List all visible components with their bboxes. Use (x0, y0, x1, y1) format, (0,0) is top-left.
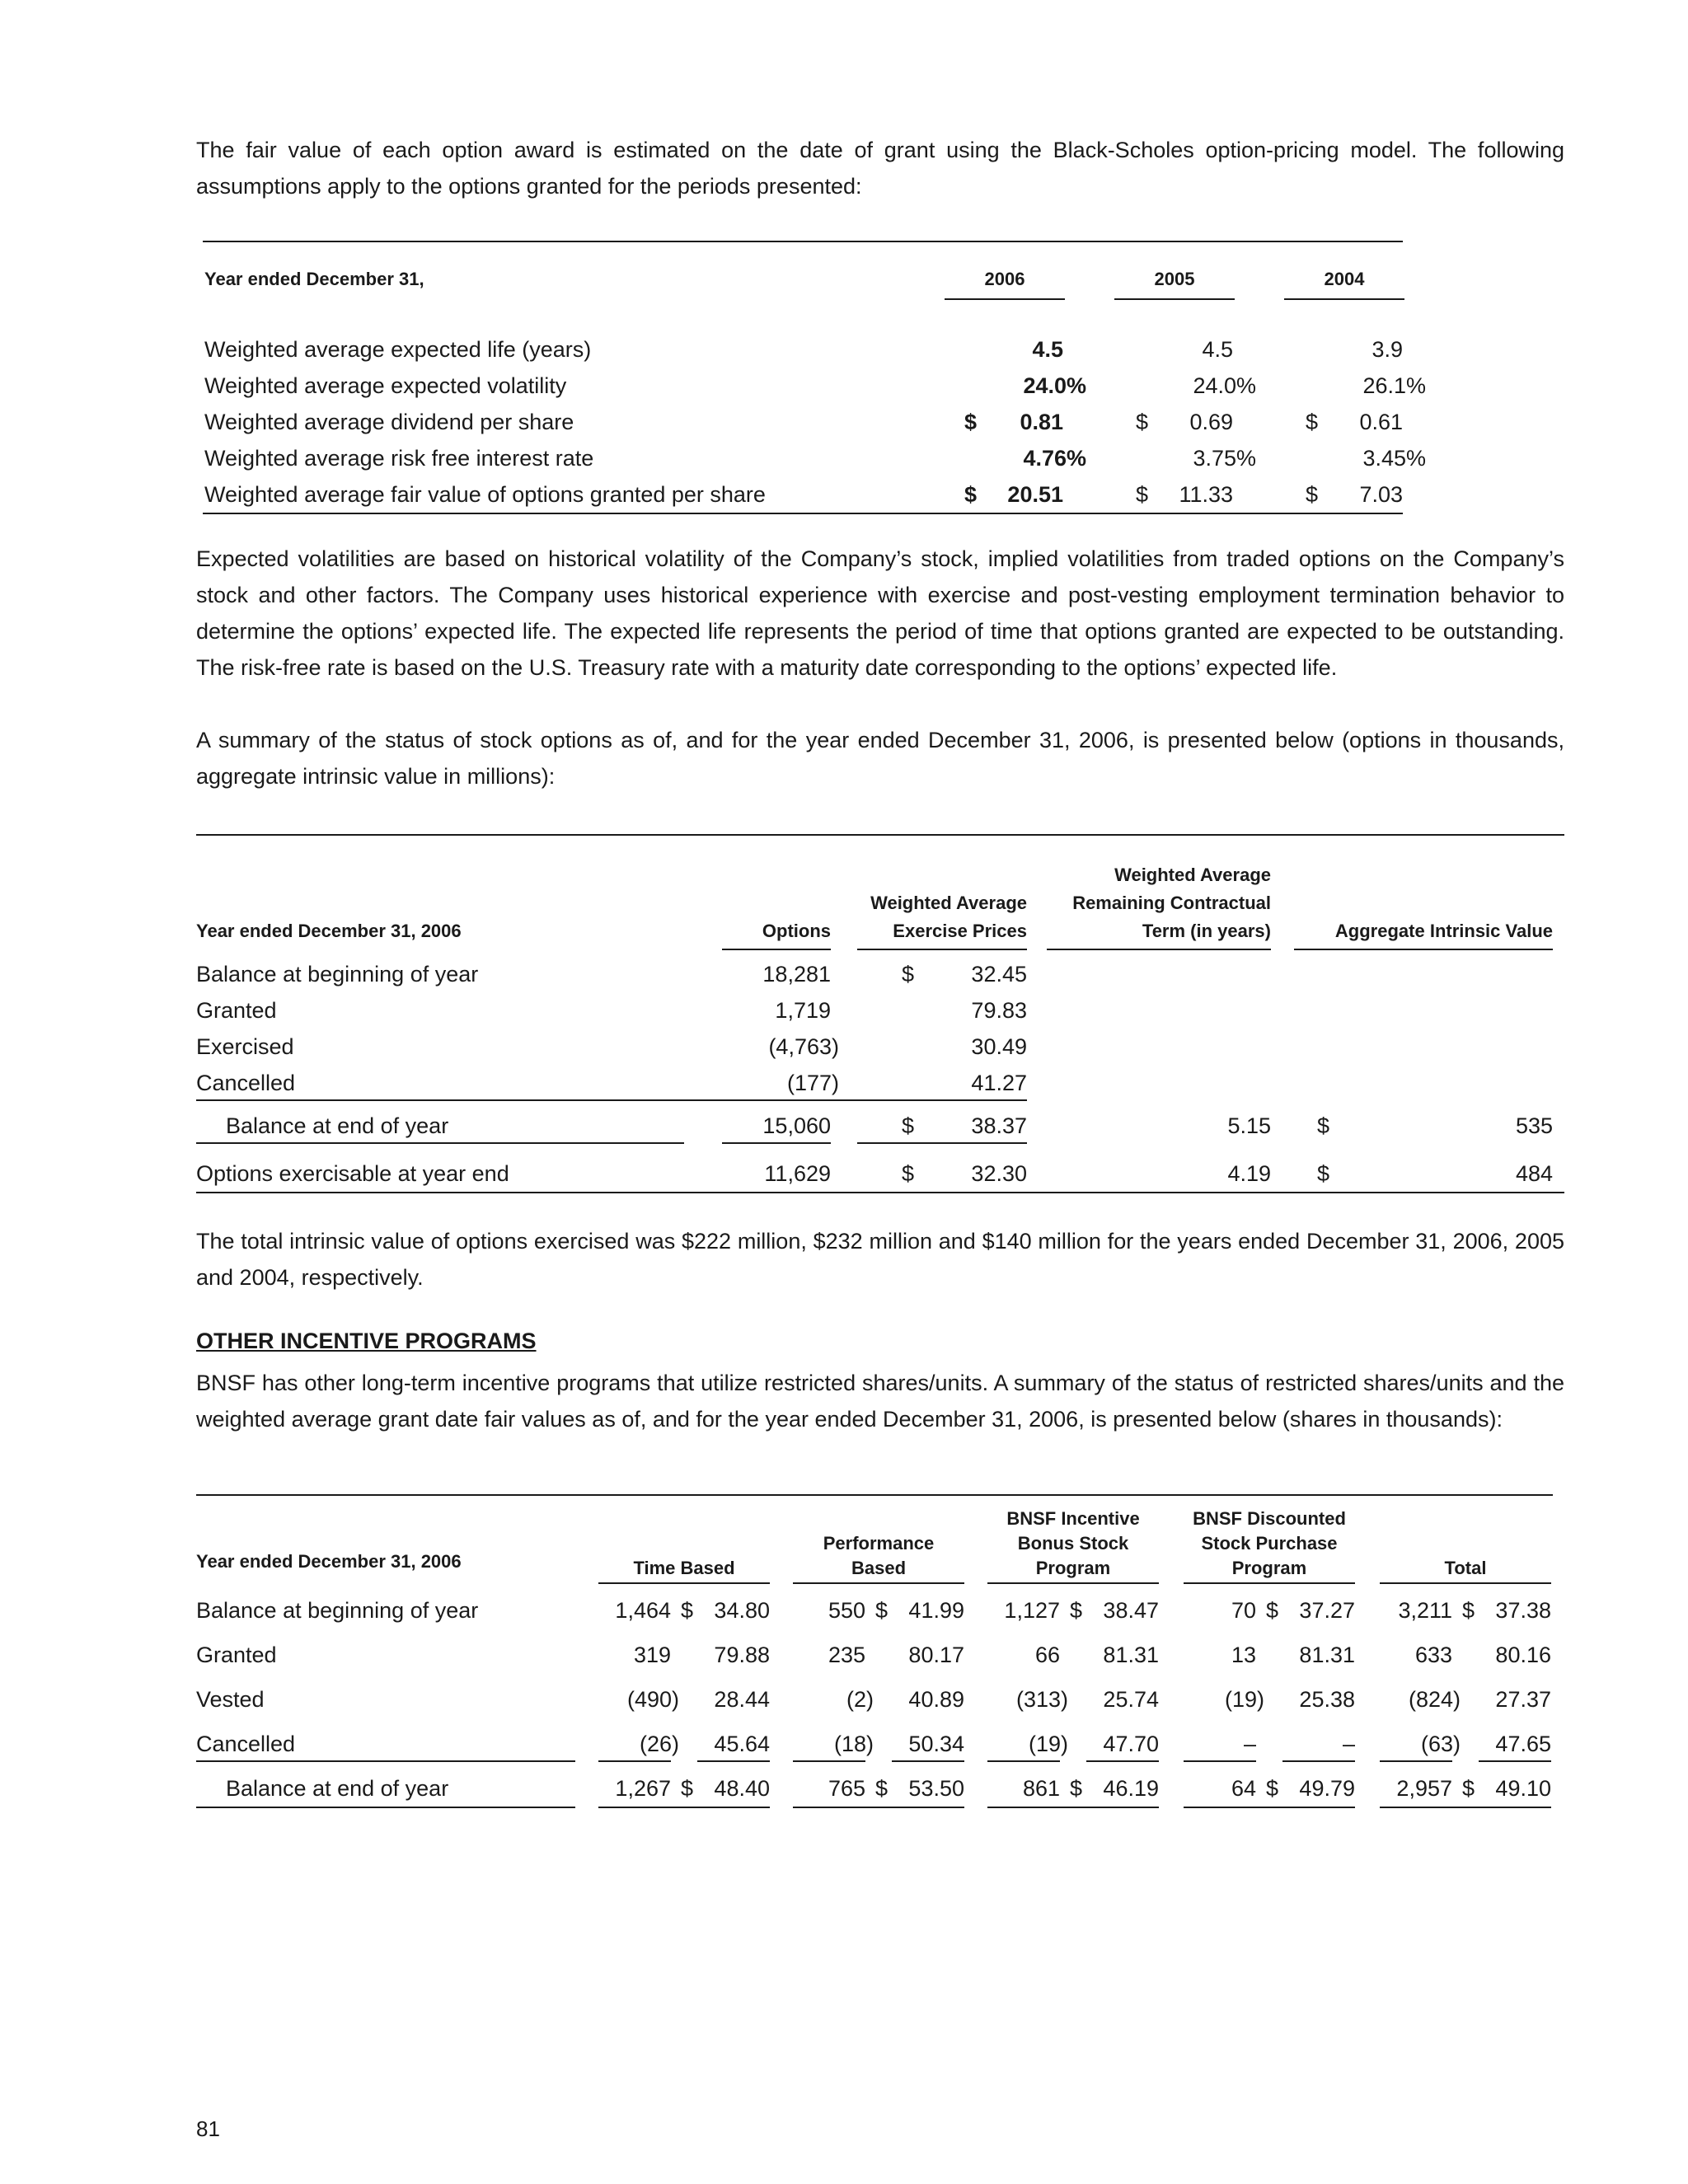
price-value: 47.70 (1103, 1732, 1159, 1756)
value-2004: 3.45% (1362, 446, 1426, 471)
price-value: 37.27 (1299, 1598, 1355, 1623)
price-value: 28.44 (714, 1687, 770, 1712)
col-term-header: Weighted Average (1114, 865, 1271, 885)
shares-value: (824) (1408, 1687, 1461, 1712)
shares-value: 2,957 (1396, 1776, 1452, 1801)
price-value: 79.88 (714, 1643, 770, 1667)
intrinsic-paragraph: The total intrinsic value of options exercised was $222 million, $232 million and $140 million for the years ended December 31, 2006, 2005 and 2004, respectively. (196, 1229, 1564, 1290)
col-bonus-header: BNSF Incentive (1006, 1508, 1140, 1529)
price-value: – (1342, 1732, 1355, 1756)
shares-value: 1,127 (1004, 1598, 1060, 1623)
currency: $ (875, 1776, 889, 1801)
row-label: Weighted average risk free interest rate (204, 446, 594, 471)
col-perf-header: Based (851, 1558, 907, 1578)
options-value: 11,629 (764, 1161, 831, 1186)
value-2005: 0.69 (1189, 410, 1233, 434)
col-disc-header: Program (1231, 1558, 1307, 1578)
year-underline (945, 298, 1065, 300)
shares-value: 70 (1231, 1598, 1256, 1623)
year-underline (1284, 298, 1404, 300)
term-value: 5.15 (1227, 1113, 1271, 1138)
header-underline (987, 1582, 1159, 1584)
value-2004: 0.61 (1359, 410, 1403, 434)
col-bonus-header: Bonus Stock (1017, 1533, 1129, 1554)
value-2006: 24.0% (1023, 373, 1086, 398)
other-paragraph: BNSF has other long-term incentive programs that utilize restricted shares/units. A summary of the status of restricted shares/units and the weighted average grant date fair values as of, and for the year ended December 31, 2006, is presented below (shares in thousands): (196, 1371, 1564, 1432)
year-header-2004: 2004 (1324, 269, 1365, 289)
end-row-underline (987, 1807, 1159, 1808)
options-value: (4,763) (768, 1034, 839, 1059)
price-value: 38.37 (971, 1113, 1027, 1138)
shares-value: 66 (1034, 1643, 1060, 1667)
price-value: 32.30 (971, 1161, 1027, 1186)
currency: $ (1266, 1776, 1279, 1801)
col-total-header: Total (1444, 1558, 1487, 1578)
col-bonus-header: Program (1035, 1558, 1111, 1578)
row-label: Balance at beginning of year (196, 1598, 479, 1623)
row-label: Weighted average expected life (years) (204, 337, 592, 362)
row-label: Weighted average fair value of options granted per share (204, 482, 766, 507)
number-underline (697, 1760, 770, 1762)
shares-value: 1,267 (615, 1776, 671, 1801)
shares-value: 13 (1231, 1643, 1256, 1667)
options-value: 1,719 (775, 998, 831, 1023)
number-underline (793, 1760, 865, 1762)
row-label: Balance at beginning of year (196, 962, 479, 987)
value-2005: 11.33 (1179, 482, 1233, 507)
shares-value: 3,211 (1398, 1598, 1452, 1623)
end-row-underline (1380, 1807, 1551, 1808)
end-row-underline (722, 1142, 831, 1144)
col-perf-header: Performance (823, 1533, 935, 1554)
number-underline (1184, 1760, 1256, 1762)
value-2006: 4.76% (1023, 446, 1086, 471)
currency: $ (1070, 1598, 1083, 1623)
shares-value: 235 (828, 1643, 865, 1667)
year-header-2006: 2006 (984, 269, 1025, 289)
header-underline (1047, 949, 1271, 950)
end-row-underline (598, 1807, 770, 1808)
year-header-2005: 2005 (1154, 269, 1195, 289)
col-term-header: Term (in years) (1142, 921, 1271, 941)
value-2005: 4.5 (1202, 337, 1233, 362)
price-value: 25.74 (1103, 1687, 1159, 1712)
value-2004: 3.9 (1372, 337, 1403, 362)
end-row-underline (793, 1807, 964, 1808)
value-2005: 24.0% (1193, 373, 1256, 398)
number-underline (1086, 1760, 1159, 1762)
price-value: 45.64 (714, 1732, 770, 1756)
col-disc-header: BNSF Discounted (1193, 1508, 1346, 1529)
table-header-label: Year ended December 31, 2006 (196, 1551, 462, 1572)
price-value: 53.50 (908, 1776, 964, 1801)
col-term-header: Remaining Contractual (1072, 893, 1271, 913)
table-header-label: Year ended December 31, (204, 269, 424, 289)
currency: $ (902, 962, 915, 987)
shares-value: 319 (633, 1643, 671, 1667)
currency: $ (1462, 1598, 1475, 1623)
number-underline (1380, 1760, 1452, 1762)
col-exercise-header: Exercise Prices (893, 921, 1027, 941)
aiv-value: 535 (1515, 1113, 1553, 1138)
col-exercise-header: Weighted Average (870, 893, 1027, 913)
end-row-label: Balance at end of year (226, 1113, 449, 1138)
shares-value: (19) (1028, 1732, 1068, 1756)
summary-paragraph: A summary of the status of stock options as of, and for the year ended December 31, 2006, is presented below (options in thousands, aggregate intrinsic value in millions): (196, 728, 1564, 789)
currency: $ (1070, 1776, 1083, 1801)
shares-value: (19) (1224, 1687, 1264, 1712)
header-underline (793, 1582, 964, 1584)
table-bottom-rule (196, 1192, 1564, 1193)
value-2004: 26.1% (1362, 373, 1426, 398)
price-value: 81.31 (1103, 1643, 1159, 1667)
shares-value: – (1243, 1732, 1256, 1756)
currency: $ (1462, 1776, 1475, 1801)
shares-value: (18) (833, 1732, 874, 1756)
section-heading: OTHER INCENTIVE PROGRAMS (196, 1329, 537, 1353)
subtotal-rule (196, 1099, 1027, 1101)
price-value: 37.38 (1495, 1598, 1551, 1623)
options-value: 18,281 (762, 962, 831, 987)
currency-2004: $ (1306, 410, 1319, 434)
number-underline (892, 1760, 964, 1762)
price-value: 25.38 (1299, 1687, 1355, 1712)
row-label: Granted (196, 1643, 277, 1667)
col-disc-header: Stock Purchase (1201, 1533, 1338, 1554)
currency: $ (902, 1161, 915, 1186)
options-value: (177) (786, 1071, 839, 1095)
currency-2004: $ (1306, 482, 1319, 507)
price-value: 80.16 (1495, 1643, 1551, 1667)
shares-value: 550 (828, 1598, 865, 1623)
aiv-value: 484 (1515, 1161, 1553, 1186)
value-2005: 3.75% (1193, 446, 1256, 471)
row-label: Cancelled (196, 1071, 296, 1095)
exercisable-row-label: Options exercisable at year end (196, 1161, 509, 1186)
price-value: 38.47 (1103, 1598, 1159, 1623)
currency: $ (681, 1776, 694, 1801)
price-value: 46.19 (1103, 1776, 1159, 1801)
end-row-underline (1184, 1807, 1355, 1808)
header-underline (1380, 1582, 1551, 1584)
price-value: 49.10 (1495, 1776, 1551, 1801)
shares-value: (26) (639, 1732, 679, 1756)
col-time-header: Time Based (633, 1558, 735, 1578)
value-2004: 7.03 (1359, 482, 1403, 507)
number-underline (1479, 1760, 1551, 1762)
shares-value: 64 (1231, 1776, 1256, 1801)
price-value: 41.27 (971, 1071, 1027, 1095)
price-value: 80.17 (908, 1643, 964, 1667)
number-underline (1282, 1760, 1355, 1762)
shares-value: 861 (1022, 1776, 1060, 1801)
price-value: 48.40 (714, 1776, 770, 1801)
table-bottom-rule (203, 513, 1403, 514)
year-underline (1114, 298, 1235, 300)
shares-value: (313) (1015, 1687, 1068, 1712)
end-row-underline (196, 1807, 575, 1808)
intro-paragraph: The fair value of each option award is estimated on the date of grant using the Black-Scholes option-pricing model. The following assumptions apply to the options granted for the periods presented: (196, 138, 1564, 199)
row-rule (196, 1760, 575, 1762)
table-top-rule (196, 834, 1564, 836)
currency: $ (1266, 1598, 1279, 1623)
currency: $ (875, 1598, 889, 1623)
options-value: 15,060 (762, 1113, 831, 1138)
header-underline (1294, 949, 1553, 950)
col-aiv-header: Aggregate Intrinsic Value (1334, 921, 1553, 941)
currency: $ (902, 1113, 915, 1138)
end-row-underline (196, 1142, 684, 1144)
row-label: Weighted average dividend per share (204, 410, 574, 434)
col-options-header: Options (762, 921, 831, 941)
price-value: 40.89 (908, 1687, 964, 1712)
table-top-rule (203, 241, 1403, 242)
end-row-underline (857, 1142, 1027, 1144)
price-value: 30.49 (971, 1034, 1027, 1059)
shares-value: 1,464 (615, 1598, 671, 1623)
currency-2005: $ (1136, 482, 1149, 507)
shares-value: (63) (1420, 1732, 1461, 1756)
price-value: 41.99 (908, 1598, 964, 1623)
table-top-rule (196, 1494, 1553, 1496)
shares-value: (2) (846, 1687, 874, 1712)
value-2006: 4.5 (1032, 337, 1063, 362)
price-value: 27.37 (1495, 1687, 1551, 1712)
page-number: 81 (196, 2116, 220, 2141)
volatility-paragraph: Expected volatilities are based on historical volatility of the Company’s stock, implied volatilities from traded options on the Company’s stock and other factors. The Company uses historical experience with exercise and post-vesting employment termination behavior to determine the options’ expected life. The expected life represents the period of time that options granted are expected to be outstanding. The risk-free rate is based on the U.S. Treasury rate with a maturity date corresponding to the options’ expected life. (196, 546, 1564, 680)
row-label: Vested (196, 1687, 265, 1712)
value-2006: 0.81 (1020, 410, 1063, 434)
price-value: 47.65 (1495, 1732, 1551, 1756)
header-underline (598, 1582, 770, 1584)
price-value: 34.80 (714, 1598, 770, 1623)
table-header-label: Year ended December 31, 2006 (196, 921, 462, 941)
currency-2006: $ (964, 482, 978, 507)
header-underline (857, 949, 1027, 950)
header-underline (722, 949, 831, 950)
row-label: Exercised (196, 1034, 294, 1059)
value-2006: 20.51 (1007, 482, 1063, 507)
price-value: 49.79 (1299, 1776, 1355, 1801)
currency-2006: $ (964, 410, 978, 434)
price-value: 79.83 (971, 998, 1027, 1023)
end-row-label: Balance at end of year (226, 1776, 449, 1801)
price-value: 50.34 (908, 1732, 964, 1756)
row-label: Granted (196, 998, 277, 1023)
row-label: Weighted average expected volatility (204, 373, 567, 398)
price-value: 32.45 (971, 962, 1027, 987)
row-label: Cancelled (196, 1732, 296, 1756)
number-underline (598, 1760, 671, 1762)
currency-2005: $ (1136, 410, 1149, 434)
term-value: 4.19 (1227, 1161, 1271, 1186)
number-underline (987, 1760, 1060, 1762)
shares-value: (490) (626, 1687, 679, 1712)
shares-value: 765 (828, 1776, 865, 1801)
currency: $ (1317, 1161, 1330, 1186)
price-value: 81.31 (1299, 1643, 1355, 1667)
header-underline (1184, 1582, 1355, 1584)
shares-value: 633 (1414, 1643, 1452, 1667)
currency: $ (681, 1598, 694, 1623)
currency: $ (1317, 1113, 1330, 1138)
